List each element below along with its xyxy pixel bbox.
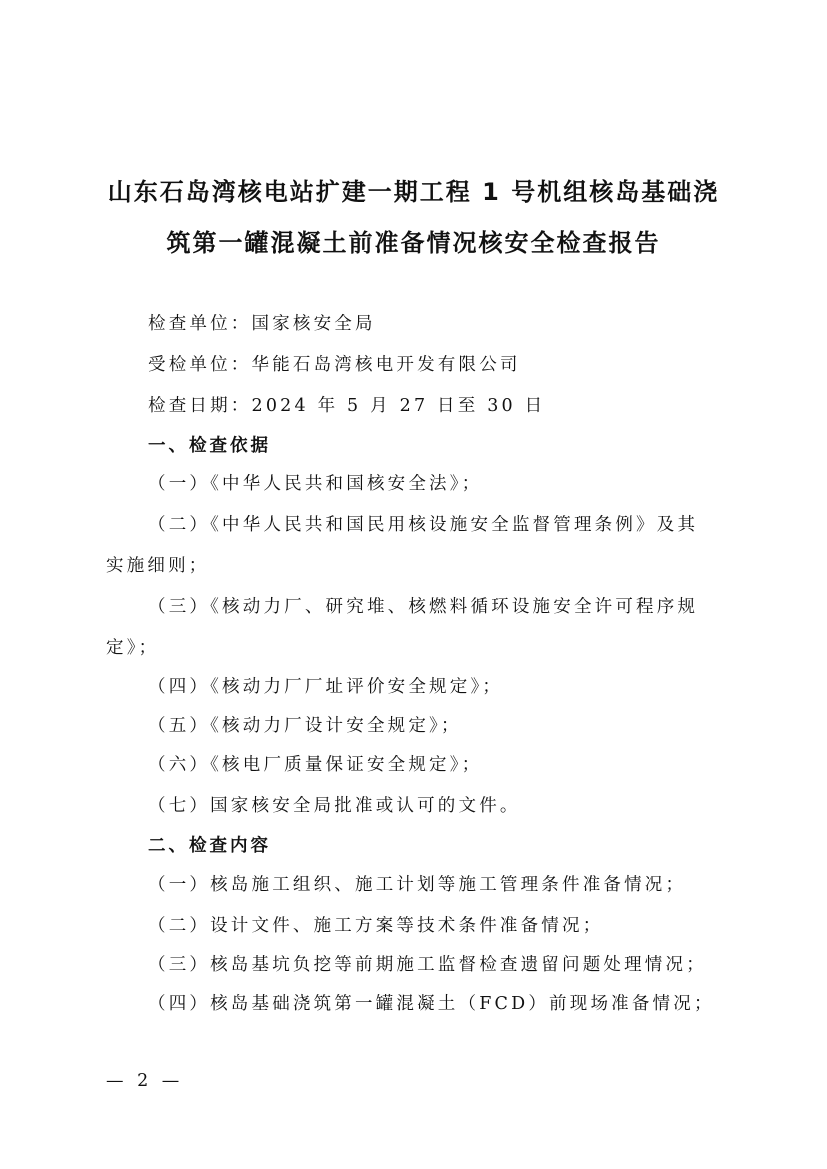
basis-item-continuation: 定》； — [106, 638, 160, 658]
content-item: （二）设计文件、施工方案等技术条件准备情况； — [148, 916, 604, 936]
page-number: — 2 — — [106, 1071, 184, 1091]
report-title-line-2: 筑第一罐混凝土前准备情况核安全检查报告 — [166, 229, 661, 257]
basis-item: （七）国家核安全局批准或认可的文件。 — [148, 796, 521, 816]
inspection-date: 检查日期：2024 年 5 月 27 日至 30 日 — [148, 396, 546, 416]
inspected-unit: 受检单位：华能石岛湾核电开发有限公司 — [148, 355, 521, 375]
inspection-unit: 检查单位：国家核安全局 — [148, 314, 376, 334]
section-heading-content: 二、检查内容 — [148, 836, 271, 856]
content-item: （三）核岛基坑负挖等前期施工监督检查遗留问题处理情况； — [148, 955, 707, 975]
section-heading-basis: 一、检查依据 — [148, 436, 271, 456]
content-item: （一）核岛施工组织、施工计划等施工管理条件准备情况； — [148, 875, 687, 895]
basis-item: （四）《核动力厂厂址评价安全规定》； — [148, 677, 504, 697]
basis-item: （五）《核动力厂设计安全规定》； — [148, 716, 462, 736]
report-title-line-1: 山东石岛湾核电站扩建一期工程 1 号机组核岛基础浇 — [107, 178, 720, 206]
content-item: （四）核岛基础浇筑第一罐混凝土（FCD）前现场准备情况； — [148, 994, 715, 1014]
basis-item: （一）《中华人民共和国核安全法》； — [148, 474, 483, 494]
basis-item-continuation: 实施细则； — [106, 556, 210, 576]
basis-item: （二）《中华人民共和国民用核设施安全监督管理条例》及其 — [148, 515, 699, 535]
basis-item: （三）《核动力厂、研究堆、核燃料循环设施安全许可程序规 — [148, 597, 699, 617]
basis-item: （六）《核电厂质量保证安全规定》； — [148, 755, 483, 775]
